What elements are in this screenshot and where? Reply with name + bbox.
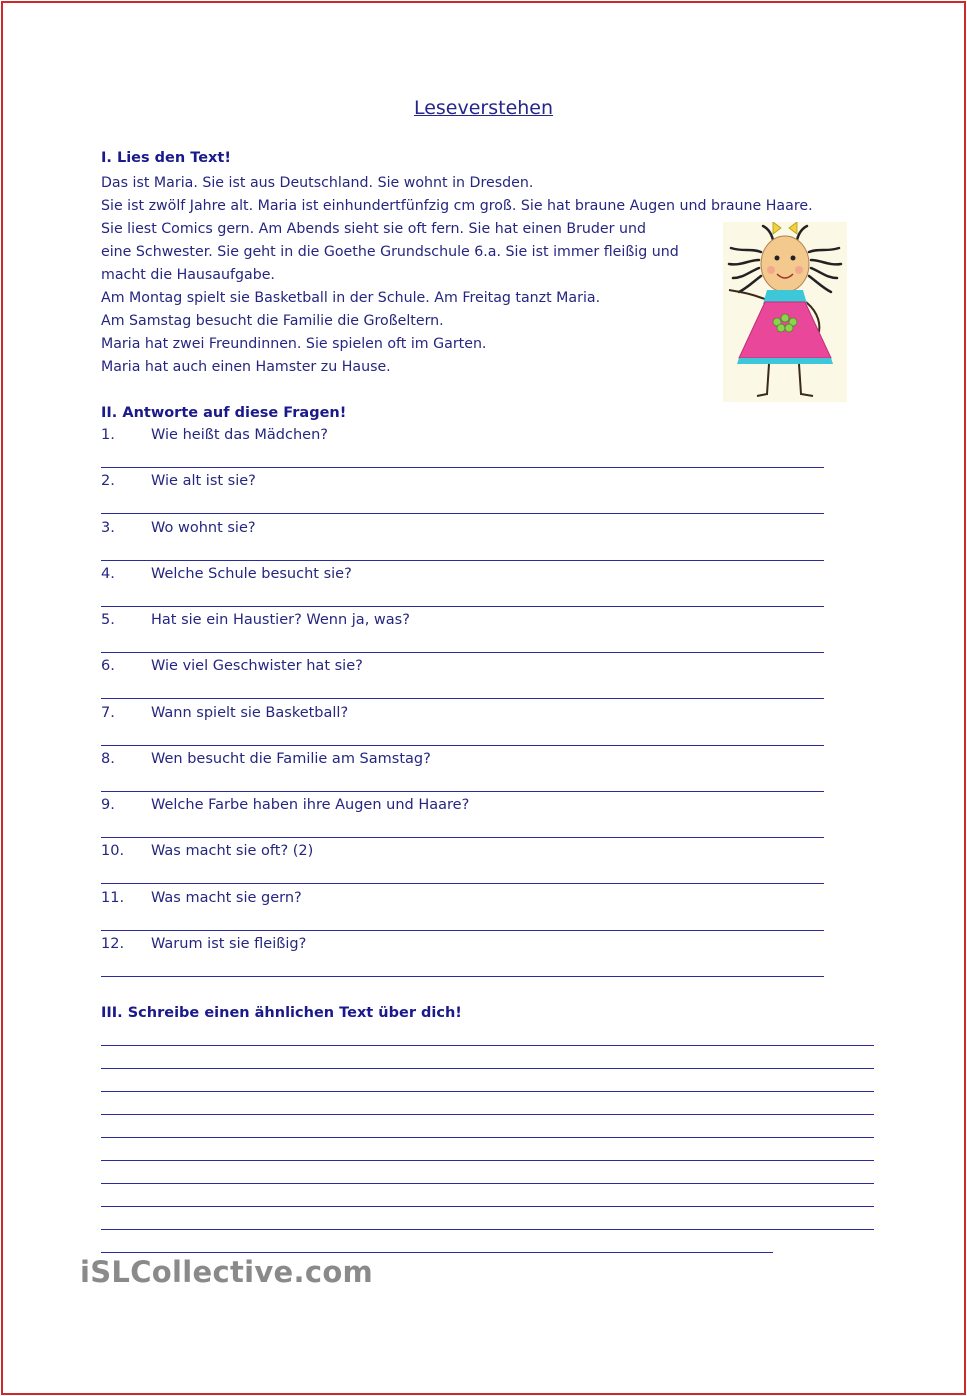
reading-text-line: Das ist Maria. Sie ist aus Deutschland. Sie wohnt in Dresden. — [101, 175, 534, 191]
watermark-logo: iSLCollective.com — [80, 1255, 374, 1289]
question-text: Hat sie ein Haustier? Wenn ja, was? — [151, 612, 410, 628]
answer-line[interactable] — [101, 930, 824, 931]
question-text: Wie alt ist sie? — [151, 473, 256, 490]
question-number: 5. — [101, 612, 115, 628]
section-3-heading: III. Schreibe einen ähnlichen Text über dich! — [101, 1005, 462, 1021]
reading-text-line: Sie ist zwölf Jahre alt. Maria ist einhundertfünfzig cm groß. Sie hat braune Augen und braune Haare. — [101, 198, 813, 214]
reading-text-line: macht die Hausaufgabe. — [101, 267, 275, 283]
girl-illustration-icon — [723, 222, 847, 402]
reading-text-line: Am Samstag besucht die Familie die Großeltern. — [101, 313, 444, 329]
answer-line[interactable] — [101, 560, 824, 561]
question-text: Was macht sie oft? (2) — [151, 843, 314, 860]
writing-line[interactable] — [101, 1114, 874, 1115]
question-number: 11. — [101, 889, 125, 906]
writing-line[interactable] — [101, 1091, 874, 1092]
writing-line[interactable] — [101, 1137, 874, 1138]
question-number: 4. — [101, 565, 115, 582]
question-text: Was macht sie gern? — [151, 889, 302, 906]
writing-line[interactable] — [101, 1045, 874, 1046]
answer-line[interactable] — [101, 883, 824, 884]
answer-line[interactable] — [101, 467, 824, 468]
section-2-heading: II. Antworte auf diese Fragen! — [101, 405, 347, 421]
question-text: Warum ist sie fleißig? — [151, 935, 307, 952]
question-text: Wen besucht die Familie am Samstag? — [151, 750, 431, 767]
question-text: Welche Farbe haben ihre Augen und Haare? — [151, 797, 470, 813]
question-text: Wann spielt sie Basketball? — [151, 704, 349, 721]
writing-line[interactable] — [101, 1160, 874, 1161]
writing-line[interactable] — [101, 1229, 874, 1230]
page-title: Leseverstehen — [413, 97, 554, 119]
answer-line[interactable] — [101, 791, 824, 792]
reading-text-line: Maria hat zwei Freundinnen. Sie spielen oft im Garten. — [101, 336, 487, 352]
reading-text-line: eine Schwester. Sie geht in die Goethe Grundschule 6.a. Sie ist immer fleißig und — [101, 244, 679, 260]
question-number: 7. — [101, 704, 115, 721]
writing-line[interactable] — [101, 1183, 874, 1184]
writing-line[interactable] — [101, 1252, 773, 1253]
question-number: 12. — [101, 935, 125, 952]
question-number: 6. — [101, 658, 115, 675]
answer-line[interactable] — [101, 652, 824, 653]
writing-line[interactable] — [101, 1068, 874, 1069]
reading-text-line: Sie liest Comics gern. Am Abends sieht sie oft fern. Sie hat einen Bruder und — [101, 221, 646, 237]
question-number: 1. — [101, 427, 115, 443]
question-number: 8. — [101, 750, 115, 767]
answer-line[interactable] — [101, 745, 824, 746]
question-number: 10. — [101, 843, 125, 860]
answer-line[interactable] — [101, 606, 824, 607]
answer-line[interactable] — [101, 698, 824, 699]
question-text: Wo wohnt sie? — [151, 519, 256, 536]
question-text: Welche Schule besucht sie? — [151, 565, 352, 582]
question-number: 2. — [101, 473, 115, 490]
answer-line[interactable] — [101, 513, 824, 514]
question-text: Wie heißt das Mädchen? — [151, 427, 328, 443]
question-number: 9. — [101, 797, 115, 813]
reading-text-line: Maria hat auch einen Hamster zu Hause. — [101, 359, 391, 375]
answer-line[interactable] — [101, 976, 824, 977]
question-number: 3. — [101, 519, 115, 536]
reading-text-line: Am Montag spielt sie Basketball in der Schule. Am Freitag tanzt Maria. — [101, 290, 601, 306]
question-text: Wie viel Geschwister hat sie? — [151, 658, 363, 675]
section-1-heading: I. Lies den Text! — [101, 150, 231, 166]
answer-line[interactable] — [101, 837, 824, 838]
writing-line[interactable] — [101, 1206, 874, 1207]
